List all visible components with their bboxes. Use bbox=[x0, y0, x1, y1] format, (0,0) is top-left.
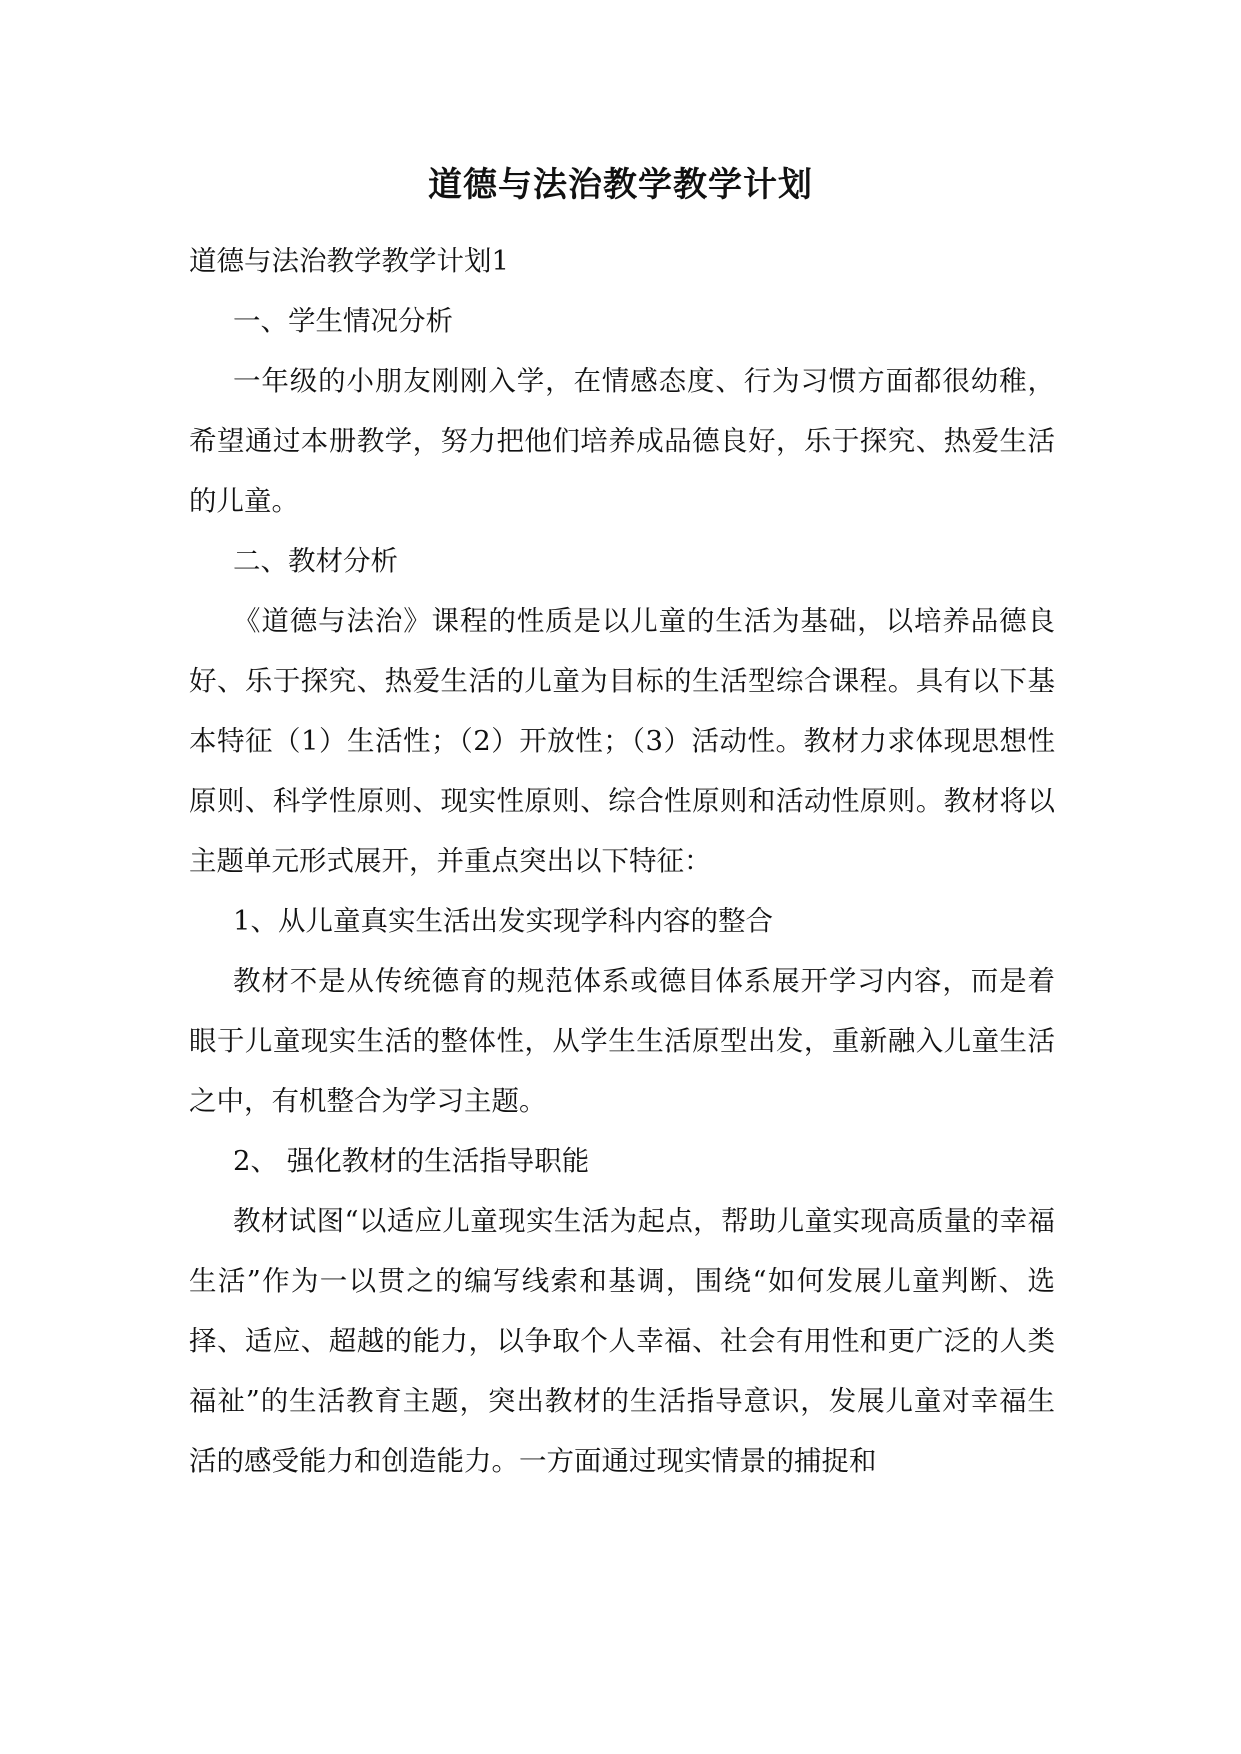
paragraph-integration: 教材不是从传统德育的规范体系或德目体系展开学习内容，而是着眼于儿童现实生活的整体性，从学生生活原型出发，重新融入儿童生活之中，有机整合为学习主题。 bbox=[189, 965, 1055, 1117]
subheading-life-guidance: 2、 强化教材的生活指导职能 bbox=[233, 1145, 590, 1177]
document-title: 道德与法治教学教学计划 bbox=[428, 165, 813, 205]
section-heading-textbook-analysis: 二、教材分析 bbox=[233, 545, 398, 577]
subheading-integration: 1、从儿童真实生活出发实现学科内容的整合 bbox=[233, 905, 773, 937]
paragraph-life-guidance: 教材试图“以适应儿童现实生活为起点，帮助儿童实现高质量的幸福生活”作为一以贯之的编写线索和基调，围绕“如何发展儿童判断、选择、适应、超越的能力，以争取个人幸福、社会有用性和更广泛的人类福祉”的生活教育主题，突出教材的生活指导意识，发展儿童对幸福生活的感受能力和创造能力。一方面通过现实情景的捕捉和 bbox=[189, 1205, 1055, 1477]
document-body bbox=[189, 231, 1055, 1491]
paragraph-heading-plan-1: 道德与法治教学教学计划1 bbox=[189, 245, 509, 277]
paragraph-textbook-analysis: 《道德与法治》课程的性质是以儿童的生活为基础，以培养品德良好、乐于探究、热爱生活的儿童为目标的生活型综合课程。具有以下基本特征（1）生活性；（2）开放性；（3）活动性。教材力求体现思想性原则、科学性原则、现实性原则、综合性原则和活动性原则。教材将以主题单元形式展开，并重点突出以下特征： bbox=[189, 605, 1055, 877]
paragraph-student-analysis: 一年级的小朋友刚刚入学，在情感态度、行为习惯方面都很幼稚，希望通过本册教学，努力把他们培养成品德良好，乐于探究、热爱生活的儿童。 bbox=[189, 365, 1055, 517]
section-heading-student-analysis: 一、学生情况分析 bbox=[233, 305, 453, 337]
